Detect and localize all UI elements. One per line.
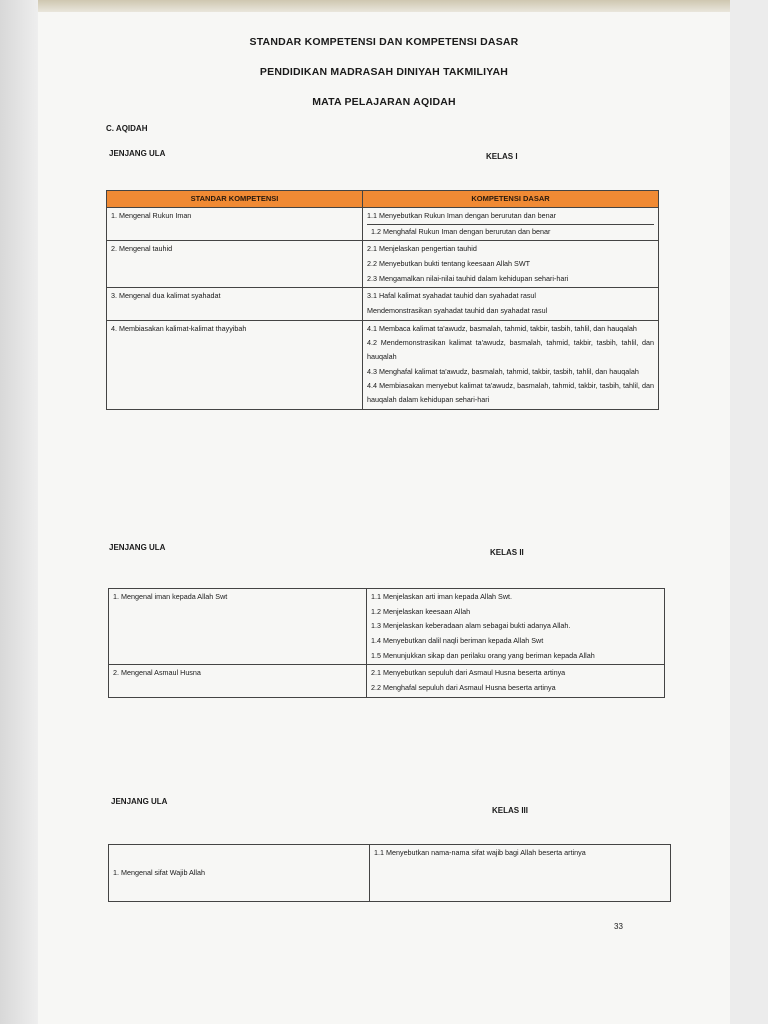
kd-cell <box>367 589 665 665</box>
kd-item: 4.1 Membaca kalimat ta'awudz, basmalah, tahmid, takbir, tasbih, tahlil, dan hauqalah <box>367 323 637 333</box>
kd-item: 2.1 Menyebutkan sepuluh dari Asmaul Husna beserta artinya <box>371 668 566 678</box>
competency-table-kelas-3 <box>108 844 671 902</box>
sk-cell: 2. Mengenal Asmaul Husna <box>109 665 367 697</box>
kd-item: 3.1 Hafal kalimat syahadat tauhid dan syahadat rasul <box>367 291 537 301</box>
header-standar-kompetensi: STANDAR KOMPETENSI <box>107 191 363 208</box>
kd-item: 1.3 Menjelaskan keberadaan alam sebagai bukti adanya Allah. <box>371 621 571 631</box>
page-number: 33 <box>614 922 623 931</box>
sk-cell: 4. Membiasakan kalimat-kalimat thayyibah <box>107 320 363 409</box>
kelas-label: KELAS II <box>490 548 524 557</box>
kd-cell <box>370 845 671 902</box>
kelas-label: KELAS III <box>492 806 529 815</box>
sk-cell: 3. Mengenal dua kalimat syahadat <box>107 288 363 320</box>
kd-item: 1.2 Menjelaskan keesaan Allah <box>371 606 471 616</box>
kd-item: 1.1 Menyebutkan Rukun Iman dengan berurutan dan benar <box>367 211 557 220</box>
kd-item: 4.2 Mendemonstrasikan kalimat ta'awudz, basmalah, tahmid, takbir, tasbih, tahlil, dan hauqalah <box>367 338 654 362</box>
kd-item: Mendemonstrasikan syahadat tauhid dan syahadat rasul <box>367 306 548 316</box>
competency-table-kelas-2 <box>108 588 665 698</box>
top-edge-band <box>38 0 730 12</box>
kd-item: 2.2 Menghafal sepuluh dari Asmaul Husna beserta artinya <box>371 683 556 693</box>
kd-cell <box>363 288 659 320</box>
title-line-3: MATA PELAJARAN AQIDAH <box>312 96 456 108</box>
jenjang-label: JENJANG ULA <box>109 543 166 552</box>
kd-item: 1.4 Menyebutkan dalil naqli beriman kepada Allah Swt <box>371 636 544 646</box>
competency-table-kelas-1 <box>106 190 659 410</box>
kd-item: 2.1 Menjelaskan pengertian tauhid <box>367 244 477 254</box>
kd-cell <box>367 665 665 697</box>
table-row <box>107 288 659 320</box>
table-row <box>107 241 659 288</box>
sk-cell: 2. Mengenal tauhid <box>107 241 363 288</box>
table-row <box>109 589 665 665</box>
title-line-1: STANDAR KOMPETENSI DAN KOMPETENSI DASAR <box>249 36 519 48</box>
jenjang-label: JENJANG ULA <box>109 149 166 158</box>
kd-item: 4.3 Menghafal kalimat ta'awudz, basmalah, tahmid, takbir, tasbih, tahlil, dan hauqalah <box>367 366 639 376</box>
sk-cell: 1. Mengenal sifat Wajib Allah <box>109 845 370 902</box>
table-row <box>109 845 671 902</box>
header-kompetensi-dasar: KOMPETENSI DASAR <box>363 191 659 208</box>
kd-cell <box>363 320 659 409</box>
title-line-2: PENDIDIKAN MADRASAH DINIYAH TAKMILIYAH <box>259 66 509 78</box>
table-row <box>107 320 659 409</box>
page-shadow <box>0 0 40 1024</box>
kelas-label: KELAS I <box>486 152 518 161</box>
kd-cell <box>363 241 659 288</box>
kd-item: 1.1 Menjelaskan arti iman kepada Allah Swt. <box>371 592 513 601</box>
jenjang-label: JENJANG ULA <box>111 797 168 806</box>
kd-item: 2.2 Menyebutkan bukti tentang keesaan Allah SWT <box>367 259 531 269</box>
table-row <box>109 665 665 697</box>
kd-item: 1.2 Menghafal Rukun Iman dengan berurutan dan benar <box>367 224 654 239</box>
kd-item: 1.1 Menyebutkan nama-nama sifat wajib bagi Allah beserta artinya <box>374 848 586 857</box>
section-label: C. AQIDAH <box>106 124 148 133</box>
sk-cell: 1. Mengenal Rukun Iman <box>107 208 363 241</box>
kd-item: 4.4 Membiasakan menyebut kalimat ta'awudz, basmalah, tahmid, takbir, tasbih, tahlil, dan hauqalah dalam kehidupan sehari-hari <box>367 381 654 405</box>
kd-item: 2.3 Mengamalkan nilai-nilai tauhid dalam kehidupan sehari-hari <box>367 273 569 283</box>
kd-cell <box>363 208 659 241</box>
sk-cell: 1. Mengenal iman kepada Allah Swt <box>109 589 367 665</box>
table-row <box>107 208 659 241</box>
kd-item: 1.5 Menunjukkan sikap dan perilaku orang yang beriman kepada Allah <box>371 650 595 660</box>
